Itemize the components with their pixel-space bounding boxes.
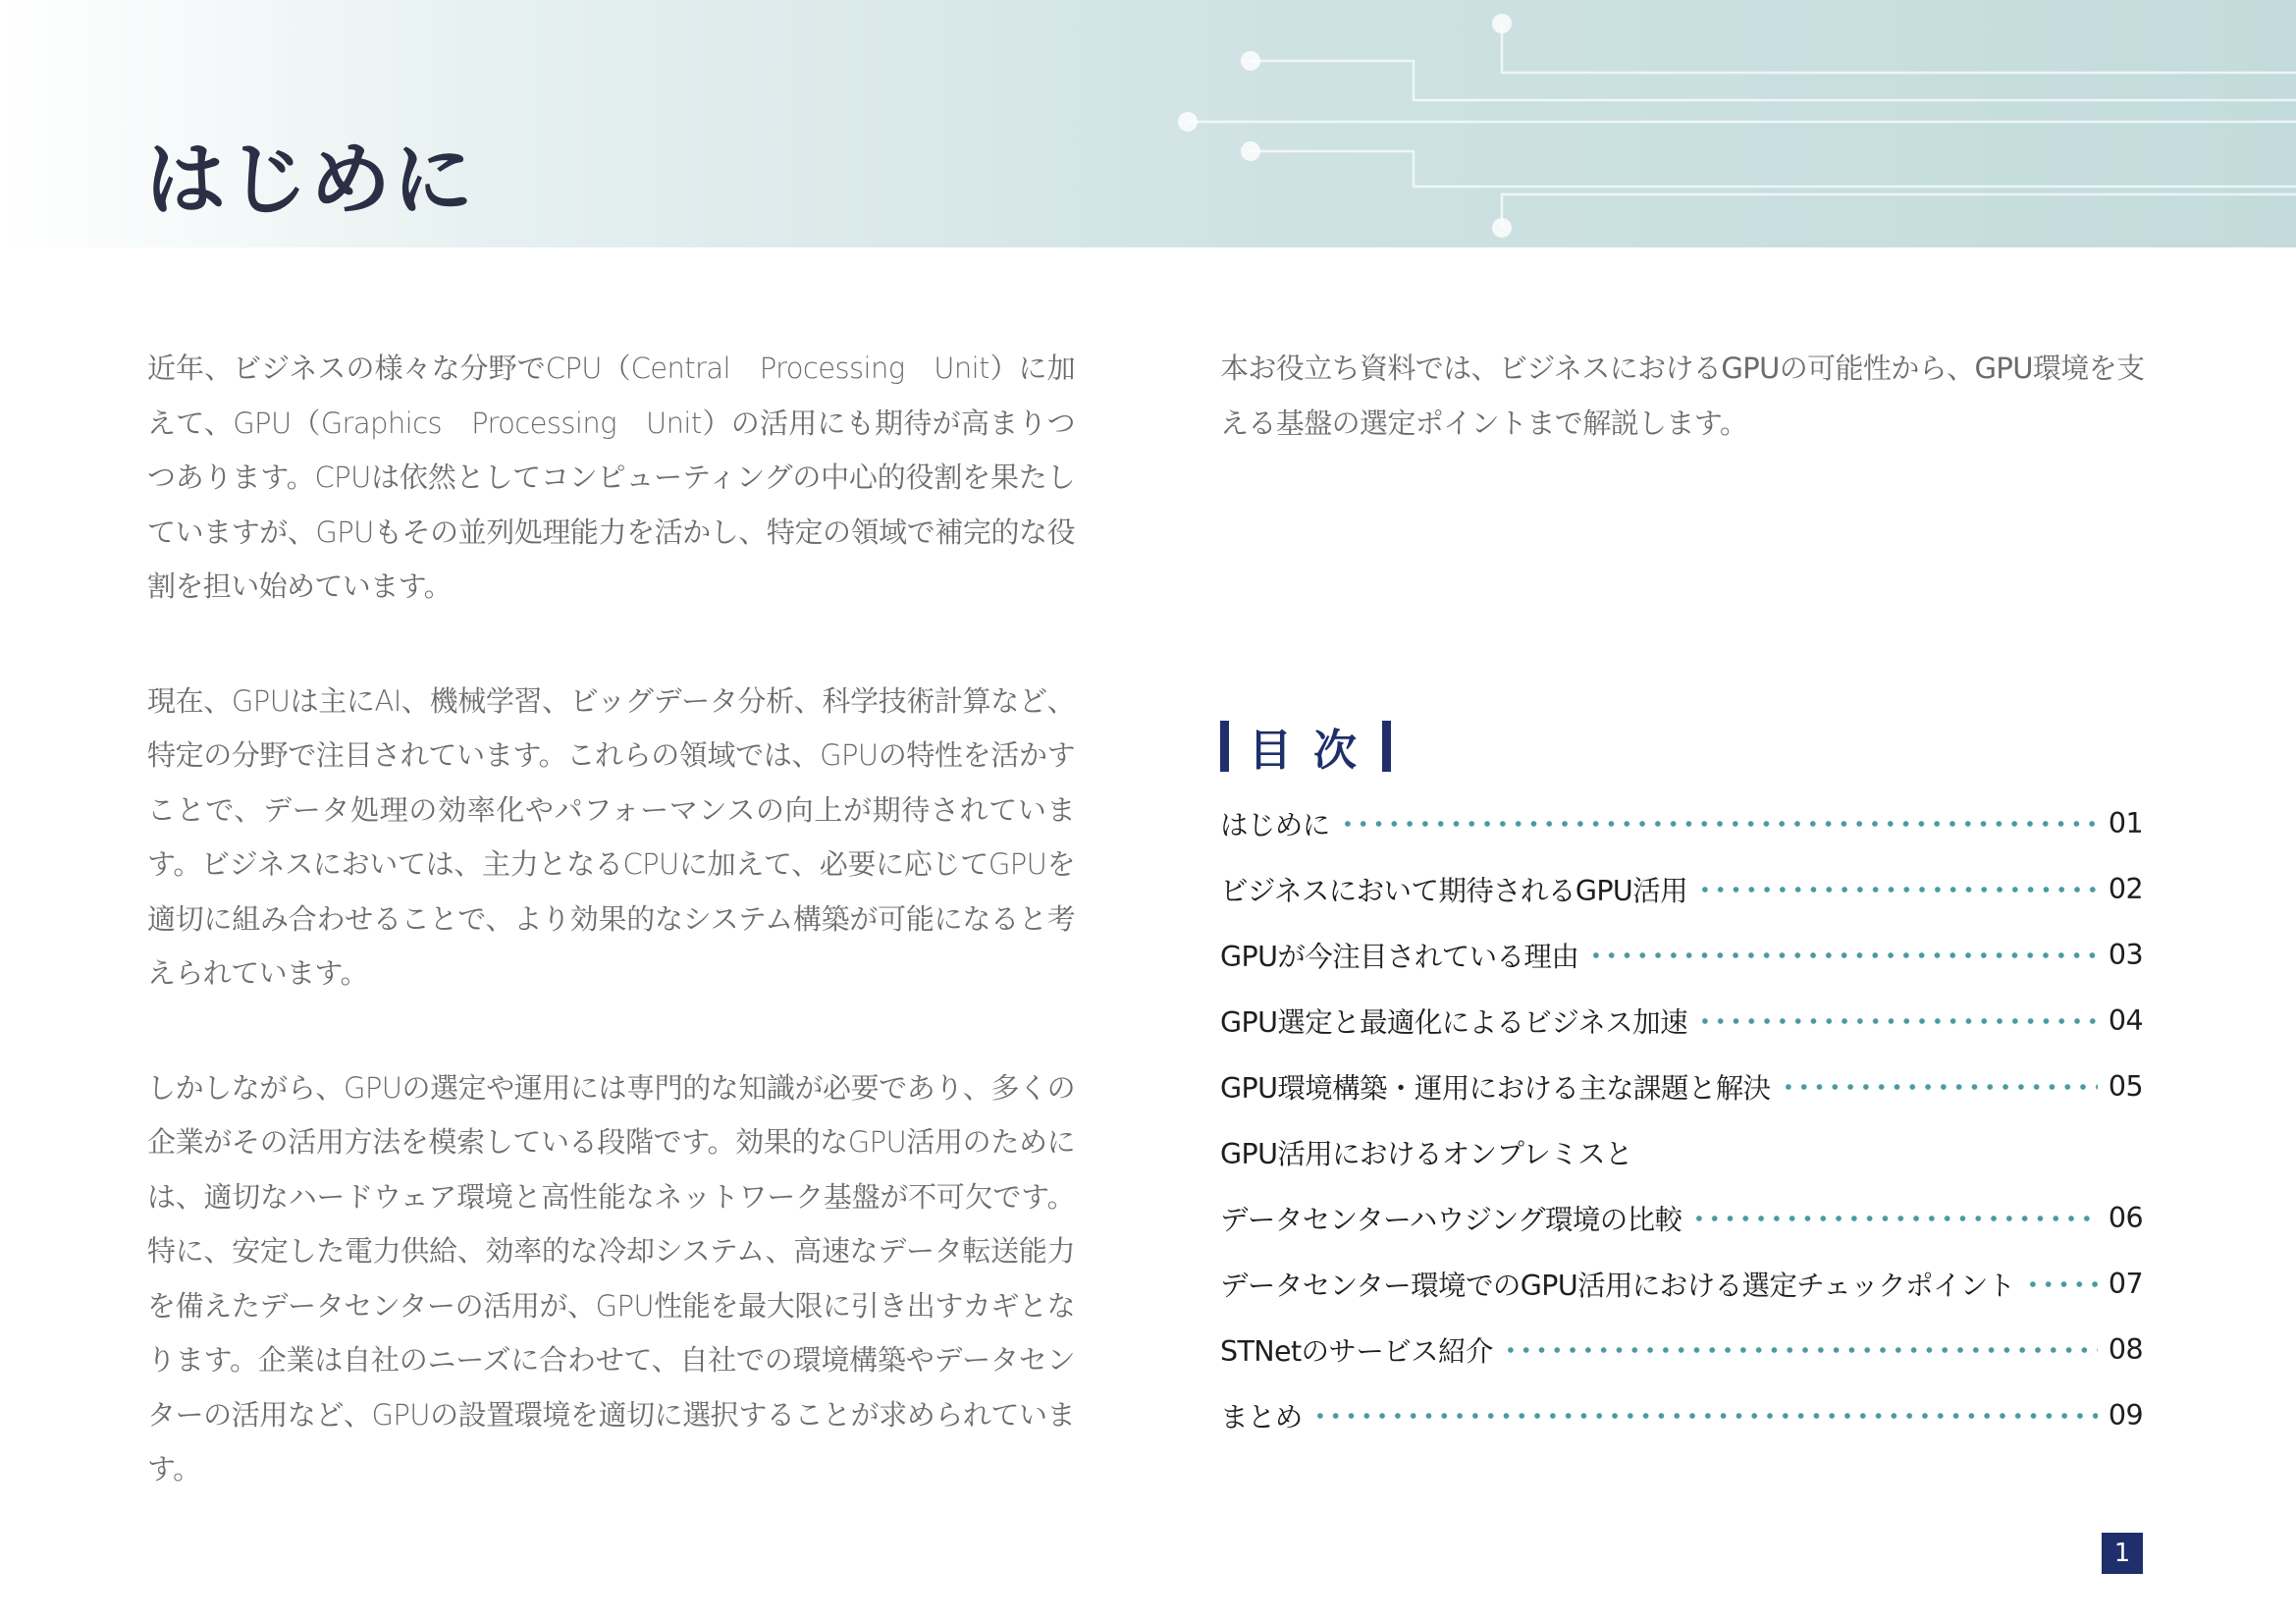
leader-dots [2025,1281,2098,1287]
circuit-decoration [1129,0,2296,247]
leader-dots [1697,1018,2098,1024]
toc-item-label: まとめ [1220,1401,1303,1434]
toc-item[interactable] [1220,1317,2143,1382]
toc-item[interactable] [1220,1185,2143,1251]
toc-item-page: 04 [2108,1004,2143,1037]
toc-item-label: ビジネスにおいて期待されるGPU活用 [1220,875,1687,907]
toc-item-label: STNetのサービス紹介 [1220,1335,1493,1368]
toc-item[interactable] [1220,1054,2143,1119]
toc-item-page: 01 [2108,807,2143,839]
leader-dots [1503,1347,2098,1353]
toc-item-page: 07 [2108,1268,2143,1300]
body-text-right [1220,342,2148,451]
toc-item-page: 09 [2108,1399,2143,1432]
page-title: はじめに [145,134,476,227]
toc-item-page: 05 [2108,1070,2143,1103]
leader-dots [1691,1216,2098,1221]
page-number-badge: 1 [2102,1533,2143,1574]
table-of-contents [1220,790,2143,1448]
toc-item-label: GPU環境構築・運用における主な課題と解決 [1220,1072,1771,1105]
leader-dots [1697,887,2098,893]
toc-item-label: はじめに [1220,809,1330,841]
toc-item[interactable] [1220,1119,2143,1185]
body-paragraph: 現在、GPUは主にAI、機械学習、ビッグデータ分析、科学技術計算など、特定の分野で注目されています。これらの領域では、GPUの特性を活かすことで、データ処理の効率化やパフォーマンスの向上が期待されています。ビジネスにおいては、主力となるCPUに加えて、必要に応じてGPUを適切に組み合わせることで、より効果的なシステム構築が可能になると考えられています。 [147,683,1075,990]
body-paragraph: しかしながら、GPUの選定や運用には専門的な知識が必要であり、多くの企業がその活用方法を模索している段階です。効果的なGPU活用のためには、適切なハードウェア環境と高性能なネットワーク基盤が不可欠です。特に、安定した電力供給、効率的な冷却システム、高速なデータ転送能力を備えたデータセンターの活用が、GPU性能を最大限に引き出すカギとなります。企業は自社のニーズに合わせて、自社での環境構築やデータセンターの活用など、GPUの設置環境を適切に選択することが求められています。 [147,1070,1075,1486]
toc-item-page: 06 [2108,1202,2143,1234]
toc-bar-left [1220,721,1229,772]
toc-item-page: 08 [2108,1333,2143,1366]
toc-heading [1220,719,1391,774]
toc-bar-right [1382,721,1391,772]
body-paragraph: 近年、ビジネスの様々な分野でCPU（Central Processing Unit）に加えて、GPU（Graphics Processing Unit）の活用にも期待が高まりつつあります。CPUは依然としてコンピューティングの中心的役割を果たしていますが、GPUもその並列処理能力を活かし、特定の領域で補完的な役割を担い始めています。 [147,352,1075,603]
toc-item[interactable] [1220,790,2143,856]
leader-dots [1312,1413,2098,1419]
leader-dots [1340,821,2098,827]
toc-item-label: データセンターハウジング環境の比較 [1220,1204,1682,1236]
toc-item-label: GPUが今注目されている理由 [1220,941,1579,973]
leader-dots [1781,1084,2098,1090]
toc-item-label: GPU選定と最適化によるビジネス加速 [1220,1006,1687,1039]
toc-item[interactable] [1220,1382,2143,1448]
toc-item-label: GPU活用におけるオンプレミスと [1220,1138,1632,1170]
toc-item[interactable] [1220,856,2143,922]
body-paragraph: 本お役立ち資料では、ビジネスにおけるGPUの可能性から、GPU環境を支える基盤の選定ポイントまで解説します。 [1220,352,2145,440]
toc-item-page: 02 [2108,873,2143,905]
toc-item-page: 03 [2108,939,2143,971]
toc-item[interactable] [1220,1251,2143,1317]
toc-item[interactable] [1220,922,2143,988]
toc-item[interactable] [1220,988,2143,1054]
toc-title: 目次 [1249,726,1378,776]
body-text-left [147,342,1075,1557]
leader-dots [1588,952,2098,958]
toc-item-label: データセンター環境でのGPU活用における選定チェックポイント [1220,1270,2015,1302]
